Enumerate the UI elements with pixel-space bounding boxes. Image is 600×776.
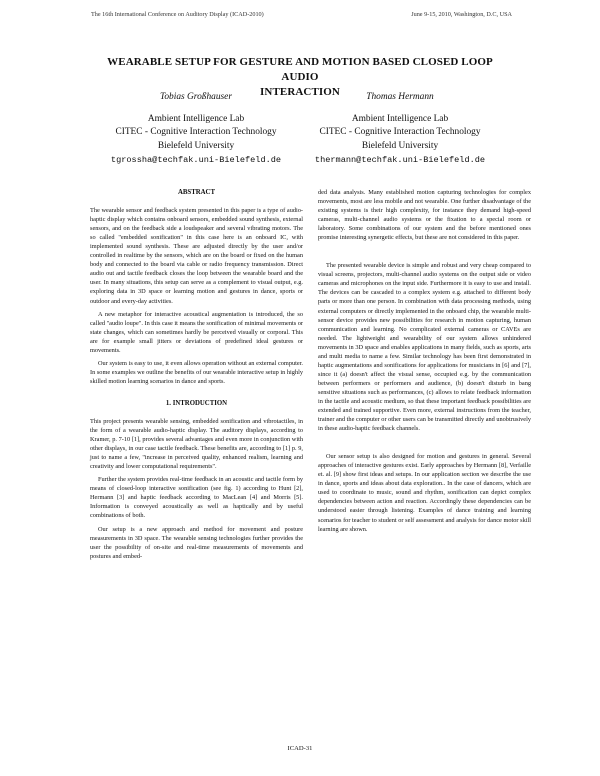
author-name: Thomas Hermann bbox=[366, 92, 434, 102]
abstract-paragraph: Our system is easy to use, it even allows operation without an external computer. In some examples we outline the benefits of our wearable interactive setup in highly skilled motion learning scenarios in dance and sports. bbox=[90, 359, 303, 385]
intro-paragraph: Further the system provides real-time feedback in an acoustic and tactile form by means of closed-loop interactive sonification (see fig. 1) according to Hunt [2], Hermann [3] and haptic feedback according to MacLean [4] and Morris [5]. Information is conveyed acoustically as well as haptically and by useful combinations of both. bbox=[90, 476, 303, 520]
author-lab: Ambient Intelligence Lab bbox=[147, 113, 245, 124]
body-paragraph: Our sensor setup is also designed for motion and gestures in general. Several approaches of interactive gestures exist. Early approaches by Hermann [8], Verfaille et. al. [9] show first ideas and setups. In our application section we describe the use in dance, sports and ideas about data exploration.. In the case of dancers, which are used to coordinate to music, sound and rhythm, sonification can depict complex dependencies between action and reaction. Accordingly these dependencies can be understood easier through listening. Examples of dance training and learning scenarios for teacher to student or self assessment and analysis for dance motor skill learning are shown. bbox=[318, 453, 531, 533]
abstract-paragraph: The wearable sensor and feedback system presented in this paper is a type of audio-haptic display which contains onboard sensors, embedded sound synthesis, external sensors, and on the feedback side a loudspeaker and several vibrating motors. The so called "embedded sonification" in this case here is an onboard IC, with implemented sound synthesis. These are adjusted directly by the user and/or controlled in realtime by the sensors, which are on the board or fixed on the human body and connected to the board via cable or radio frequency transmission. Direct audio out and tactile feedback closes the loop between the wearable board and the user. In many situations, this setup can serve as a complement to visual output, e.g. exploring data in 3D space or learning motion and gestures in dance, sports or outdoor and every-day activities. bbox=[90, 207, 303, 305]
author-university: Bielefeld University bbox=[361, 141, 439, 152]
title-line-1: WEARABLE SETUP FOR GESTURE AND MOTION BASED CLOSED LOOP AUDIO bbox=[107, 56, 493, 83]
author-block-2 bbox=[280, 91, 520, 168]
intro-paragraph: Our setup is a new approach and method for movement and posture measurements in 3D space. The wearable sensing technologies further provides the user the possibility of on-site and real-time measurements of movements and postures and embed- bbox=[90, 525, 303, 560]
author-name: Tobias Großhauser bbox=[160, 92, 232, 102]
author-institute: CITEC - Cognitive Interaction Technology bbox=[115, 127, 277, 138]
abstract-heading: ABSTRACT bbox=[177, 189, 215, 196]
author-email[interactable]: thermann@techfak.uni-Bielefeld.de bbox=[314, 154, 486, 165]
body-paragraph: The presented wearable device is simple and robust and very cheap compared to visual screens, projectors, multi-channel audio systems on the output side or video cameras and microphones on the input side. Furthermore it is easy to use and install. The devices can be cascaded to a complex system e.g. attached to different body parts or more than one person. In combination with data processing methods, using external computers or directly implemented in the onboard chip, the wearable multi- sensor device provides new possibilities for research in motion capturing, human communication and learning. No complicated external cameras or CAVEs are needed. The lightweight and wearability of our system allows unhindered movements in 3D space and enables applications in many fields, such as sports, arts and multi media to name a few. Similar technology has been first demonstrated in haptic augmentations and sonifications for applications for musicians in [6] and [7], since it (a) doesn't affect the visual sense, occupied e.g. by the communication between performers or performers and audience, (b) doesn't disturb in bang sensitive situations such as performances, (c) allows to relate feedback information in the tactile and acoustic medium, so that these important feedback possibilities are extended and trained supportive. Even more, external instructions from the teacher, trainer and the computer or other users can be transmitted directly and unobtrusively in these audio-haptic feedback channels. bbox=[318, 262, 531, 433]
right-column bbox=[318, 188, 531, 538]
title-line-2: INTERACTION bbox=[260, 86, 340, 98]
abstract-paragraph: A new metaphor for interactive acoustical augmentation is introduced, the so called "audio loupe". In this case it means the sonification of minimal movements or state changes, which can sometimes hardly be perceived visually or corporal. This are for example small jitters or deviations of predefined ideal gestures or movements. bbox=[90, 310, 303, 354]
page-footer: ICAD-31 bbox=[287, 745, 313, 752]
intro-paragraph: This project presents wearable sensing, embedded sonification and vibrotactiles, in the form of a wearable audio-haptic display. The auditory displays, according to Kramer, p. 7-10 [1], provides several advantages and even more in conjunction with other displays, in our case tactile feedback. These benefits are, according to [1] p. 9, just to name a few, "increase in perceived quality, enhanced realism, learning and creativity and lower computational requirements". bbox=[90, 417, 303, 471]
conference-header: The 16th International Conference on Auditory Display (ICAD-2010) bbox=[91, 11, 264, 18]
left-column bbox=[90, 188, 303, 565]
date-location-header: June 9-15, 2010, Washington, D.C, USA bbox=[411, 11, 512, 18]
author-institute: CITEC - Cognitive Interaction Technology bbox=[319, 127, 481, 138]
author-university: Bielefeld University bbox=[157, 141, 235, 152]
body-paragraph: ded data analysis. Many established motion capturing technologies for complex movements, most are less mobile and not wearable. One further disadvantage of the existing systems is their high complexity, for instance they demand high-speed cameras, multi-channel audio systems or the fixation to a special room or laboratory. Some combinations of our system and the before mentioned ones promise interesting synergetic effects, but these are not considered in this paper. bbox=[318, 189, 531, 242]
author-email[interactable]: tgrossha@techfak.uni-Bielefeld.de bbox=[110, 154, 282, 165]
author-lab: Ambient Intelligence Lab bbox=[351, 113, 449, 124]
introduction-heading: 1. INTRODUCTION bbox=[165, 399, 228, 407]
